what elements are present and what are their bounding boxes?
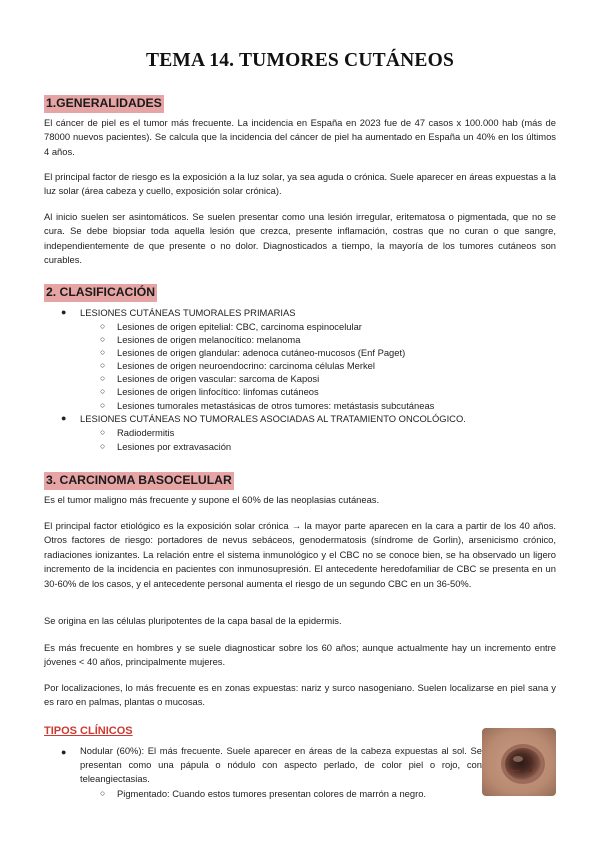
subheading-tipos-clinicos: TIPOS CLÍNICOS <box>44 725 133 737</box>
basal-cell-carcinoma-photo <box>482 728 556 796</box>
bullet-hollow-icon: ○ <box>100 386 106 396</box>
bullet-hollow-icon: ○ <box>100 334 106 344</box>
bullet-hollow-icon: ○ <box>100 321 106 331</box>
bullet-icon: ● <box>61 413 67 423</box>
bullet-hollow-icon: ○ <box>100 347 106 357</box>
section-heading-generalidades: 1.GENERALIDADES <box>44 95 164 113</box>
list-subitem: Lesiones por extravasación <box>117 441 232 452</box>
paragraph-carcinoma-4: Es más frecuente en hombres y se suele diagnosticar sobre los 60 años; aunque actualmente hay un incremento entre jóvenes < 40 años, principalmente mujeres. <box>44 642 556 668</box>
bullet-icon: ● <box>61 307 67 317</box>
bullet-hollow-icon: ○ <box>100 427 106 437</box>
paragraph-carcinoma-5: Por localizaciones, lo más frecuente es en zonas expuestas: nariz y surco nasogeniano. Suelen localizarse en piel sana y es raro en palmas, plantas o mucosas. <box>44 682 556 708</box>
list-subitem: Lesiones de origen vascular: sarcoma de Kaposi <box>117 373 320 384</box>
list-item-group2: LESIONES CUTÁNEAS NO TUMORALES ASOCIADAS AL TRATAMIENTO ONCOLÓGICO. <box>80 413 466 424</box>
section-heading-carcinoma: 3. CARCINOMA BASOCELULAR <box>44 472 234 490</box>
section-heading-clasificacion: 2. CLASIFICACIÓN <box>44 284 157 302</box>
list-subitem: Lesiones de origen glandular: adenoca cutáneo-mucosos (Enf Paget) <box>117 347 406 358</box>
list-item-nodular: Nodular (60%): El más frecuente. Suele aparecer en áreas de la cabeza expuestas al sol. Se presentan como una pápula o nódulo con aspecto perlado, de color piel o rojo, con teleangiectasias. <box>80 745 482 784</box>
paragraph-generalidades-2: El principal factor de riesgo es la exposición a la luz solar, ya sea aguda o crónica. Suele aparecer en áreas expuestas a la luz solar (área cabeza y cuello, exposición solar crónica). <box>44 171 556 197</box>
list-subitem-pigmentado: Pigmentado: Cuando estos tumores presentan colores de marrón a negro. <box>117 788 427 799</box>
page-title: TEMA 14. TUMORES CUTÁNEOS <box>145 50 455 71</box>
list-subitem: Radiodermitis <box>117 427 175 438</box>
paragraph-generalidades-3: Al inicio suelen ser asintomáticos. Se suelen presentar como una lesión irregular, eritematosa o pigmentada, que no se cura. Se debe biopsiar toda aquella lesión que crezca, presente inflamación, costras que no curan o que sangre, independientemente de que presente o no dolor. Diagnosticados a tiempo, la mayoría de los tumores cutáneos son curables. <box>44 211 556 266</box>
paragraph-generalidades-1: El cáncer de piel es el tumor más frecuente. La incidencia en España en 2023 fue de 47 casos x 100.000 hab (más de 78000 nuevos pacientes). Se calcula que la incidencia del cáncer de piel ha aumentado en España un 40% en los últimos 4 años. <box>44 117 556 157</box>
bullet-icon: ● <box>61 747 67 757</box>
list-subitem: Lesiones de origen linfocítico: linfomas cutáneos <box>117 386 319 397</box>
list-subitem: Lesiones de origen melanocítico: melanoma <box>117 334 301 345</box>
paragraph-carcinoma-2: El principal factor etiológico es la exposición solar crónica → la mayor parte aparecen en la cara a partir de los 40 años. Otros factores de riesgo: portadores de nevus sebáceos, genodermatosis (síndrome de Gorlin), arsenicismo crónico, radiaciones ionizantes. La relación entre el sistema inmunológico y el CBC no se conoce bien, se ha observado un ligero incremento de la incidencia en pacientes con inmunosupresión. El antecedente heredofamiliar de CBC se presenta en un 30-60% de los casos, y el antecedente personal aumenta el riesgo de un segundo CBC en un 36-50%. <box>44 520 556 589</box>
list-subitem: Lesiones de origen neuroendocrino: carcinoma células Merkel <box>117 360 375 371</box>
list-subitem: Lesiones tumorales metastásicas de otros tumores: metástasis subcutáneas <box>117 400 435 411</box>
list-subitem: Lesiones de origen epitelial: CBC, carcinoma espinocelular <box>117 321 362 332</box>
bullet-hollow-icon: ○ <box>100 788 106 798</box>
list-item-group1: LESIONES CUTÁNEAS TUMORALES PRIMARIAS <box>80 307 296 318</box>
bullet-hollow-icon: ○ <box>100 360 106 370</box>
bullet-hollow-icon: ○ <box>100 400 106 410</box>
paragraph-carcinoma-1: Es el tumor maligno más frecuente y supone el 60% de las neoplasias cutáneas. <box>44 494 380 505</box>
lesion-photo <box>482 728 556 796</box>
bullet-hollow-icon: ○ <box>100 441 106 451</box>
paragraph-carcinoma-3: Se origina en las células pluripotentes de la capa basal de la epidermis. <box>44 615 342 626</box>
bullet-hollow-icon: ○ <box>100 373 106 383</box>
